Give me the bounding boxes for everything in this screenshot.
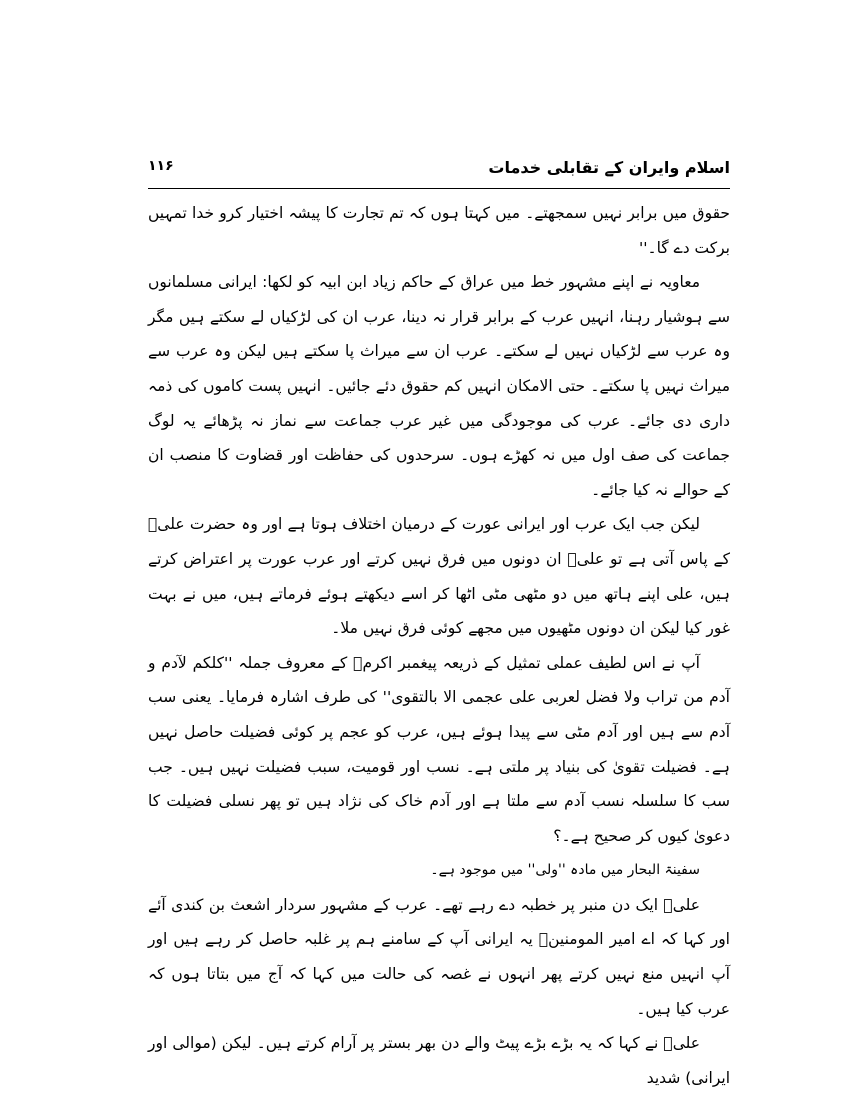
paragraph-continuation: حقوق میں برابر نہیں سمجھتے۔ میں کہتا ہوں کہ تم تجارت کا پیشہ اختیار کرو خدا تمہیں برکت دے گا۔'' <box>148 204 730 257</box>
paragraph-ali-judgement: لیکن جب ایک عرب اور ایرانی عورت کے درمیان اختلاف ہوتا ہے اور وہ حضرت علیؑ کے پاس آتی ہے تو علیؑ ان دونوں میں فرق نہیں کرتے اور عرب عورت پر اعتراض کرتے ہیں، علی اپنے ہاتھ میں دو مٹھی مٹی اٹھا کر اسے دیکھتے ہوئے فرماتے ہیں، میں نے بہت غور کیا لیکن ان دونوں مٹھیوں میں مجھے کوئی فرق نہیں ملا۔ <box>148 515 730 638</box>
header-divider <box>148 188 730 189</box>
running-title: اسلام وایران کے تقابلی خدمات <box>488 158 730 177</box>
page-header <box>148 158 730 186</box>
source-citation: سفینۃ البحار میں مادہ ''ولی'' میں موجود ہے۔ <box>430 862 700 879</box>
paragraph-ashath-sermon: علیؑ ایک دن منبر پر خطبہ دے رہے تھے۔ عرب کے مشہور سردار اشعث بن کندی آئے اور کہا کہ اے امیر المومنینؑ یہ ایرانی آپ کے سامنے ہم پر غلبہ حاصل کر رہے ہیں اور آپ انہیں منع نہیں کرتے پھر انہوں نے غصہ کی حالت میں کہا کہ آج میں بتاتا ہوں کہ عرب کیا ہیں۔ <box>148 895 730 1018</box>
paragraph-ali-reply: علیؑ نے کہا کہ یہ بڑے بڑے پیٹ والے دن بھر بستر پر آرام کرتے ہیں۔ لیکن (موالی اور ایرانی) شدید <box>148 1034 730 1087</box>
page-body <box>148 196 730 1095</box>
paragraph-muawiya-letter: معاویہ نے اپنے مشہور خط میں عراق کے حاکم زیاد ابن ابیہ کو لکھا: ایرانی مسلمانوں سے ہوشیار رہنا، انہیں عرب کے برابر قرار نہ دینا، عرب ان کی لڑکیاں لے سکتے ہیں مگر وہ عرب سے لڑکیاں نہیں لے سکتے۔ عرب ان سے میراث پا سکتے ہیں لیکن وہ عرب سے میراث نہیں پا سکتے۔ حتی الامکان انہیں کم حقوق دئے جائیں۔ انہیں پست کاموں کی ذمہ داری دی جائے۔ عرب کی موجودگی میں غیر عرب جماعت سے نماز نہ پڑھائے یہ لوگ جماعت کی صف اول میں نہ کھڑے ہوں۔ سرحدوں کی حفاظت اور قضاوت کا منصب ان کے حوالے نہ کیا جائے۔ <box>148 273 730 499</box>
paragraph-prophet-saying: آپ نے اس لطیف عملی تمثیل کے ذریعہ پیغمبر اکرمؐ کے معروف جملہ ''کلکم لآدم و آدم من تراب ولا فضل لعربی علی عجمی الا بالتقوی'' کی طرف اشارہ فرمایا۔ یعنی سب آدم سے ہیں اور آدم مٹی سے پیدا ہوئے ہیں، عرب کو عجم پر کوئی فضیلت حاصل نہیں ہے۔ فضیلت تقویٰ کی بنیاد پر ملتی ہے۔ نسب اور قومیت، سبب فضیلت نہیں ہیں۔ جب سب کا سلسلہ نسب آدم سے ملتا ہے اور آدم خاک کی نژاد ہیں تو پھر نسلی فضیلت کا دعویٰ کیوں کر صحیح ہے۔؟ <box>148 653 730 845</box>
page-number: ۱۱۶ <box>148 158 174 174</box>
